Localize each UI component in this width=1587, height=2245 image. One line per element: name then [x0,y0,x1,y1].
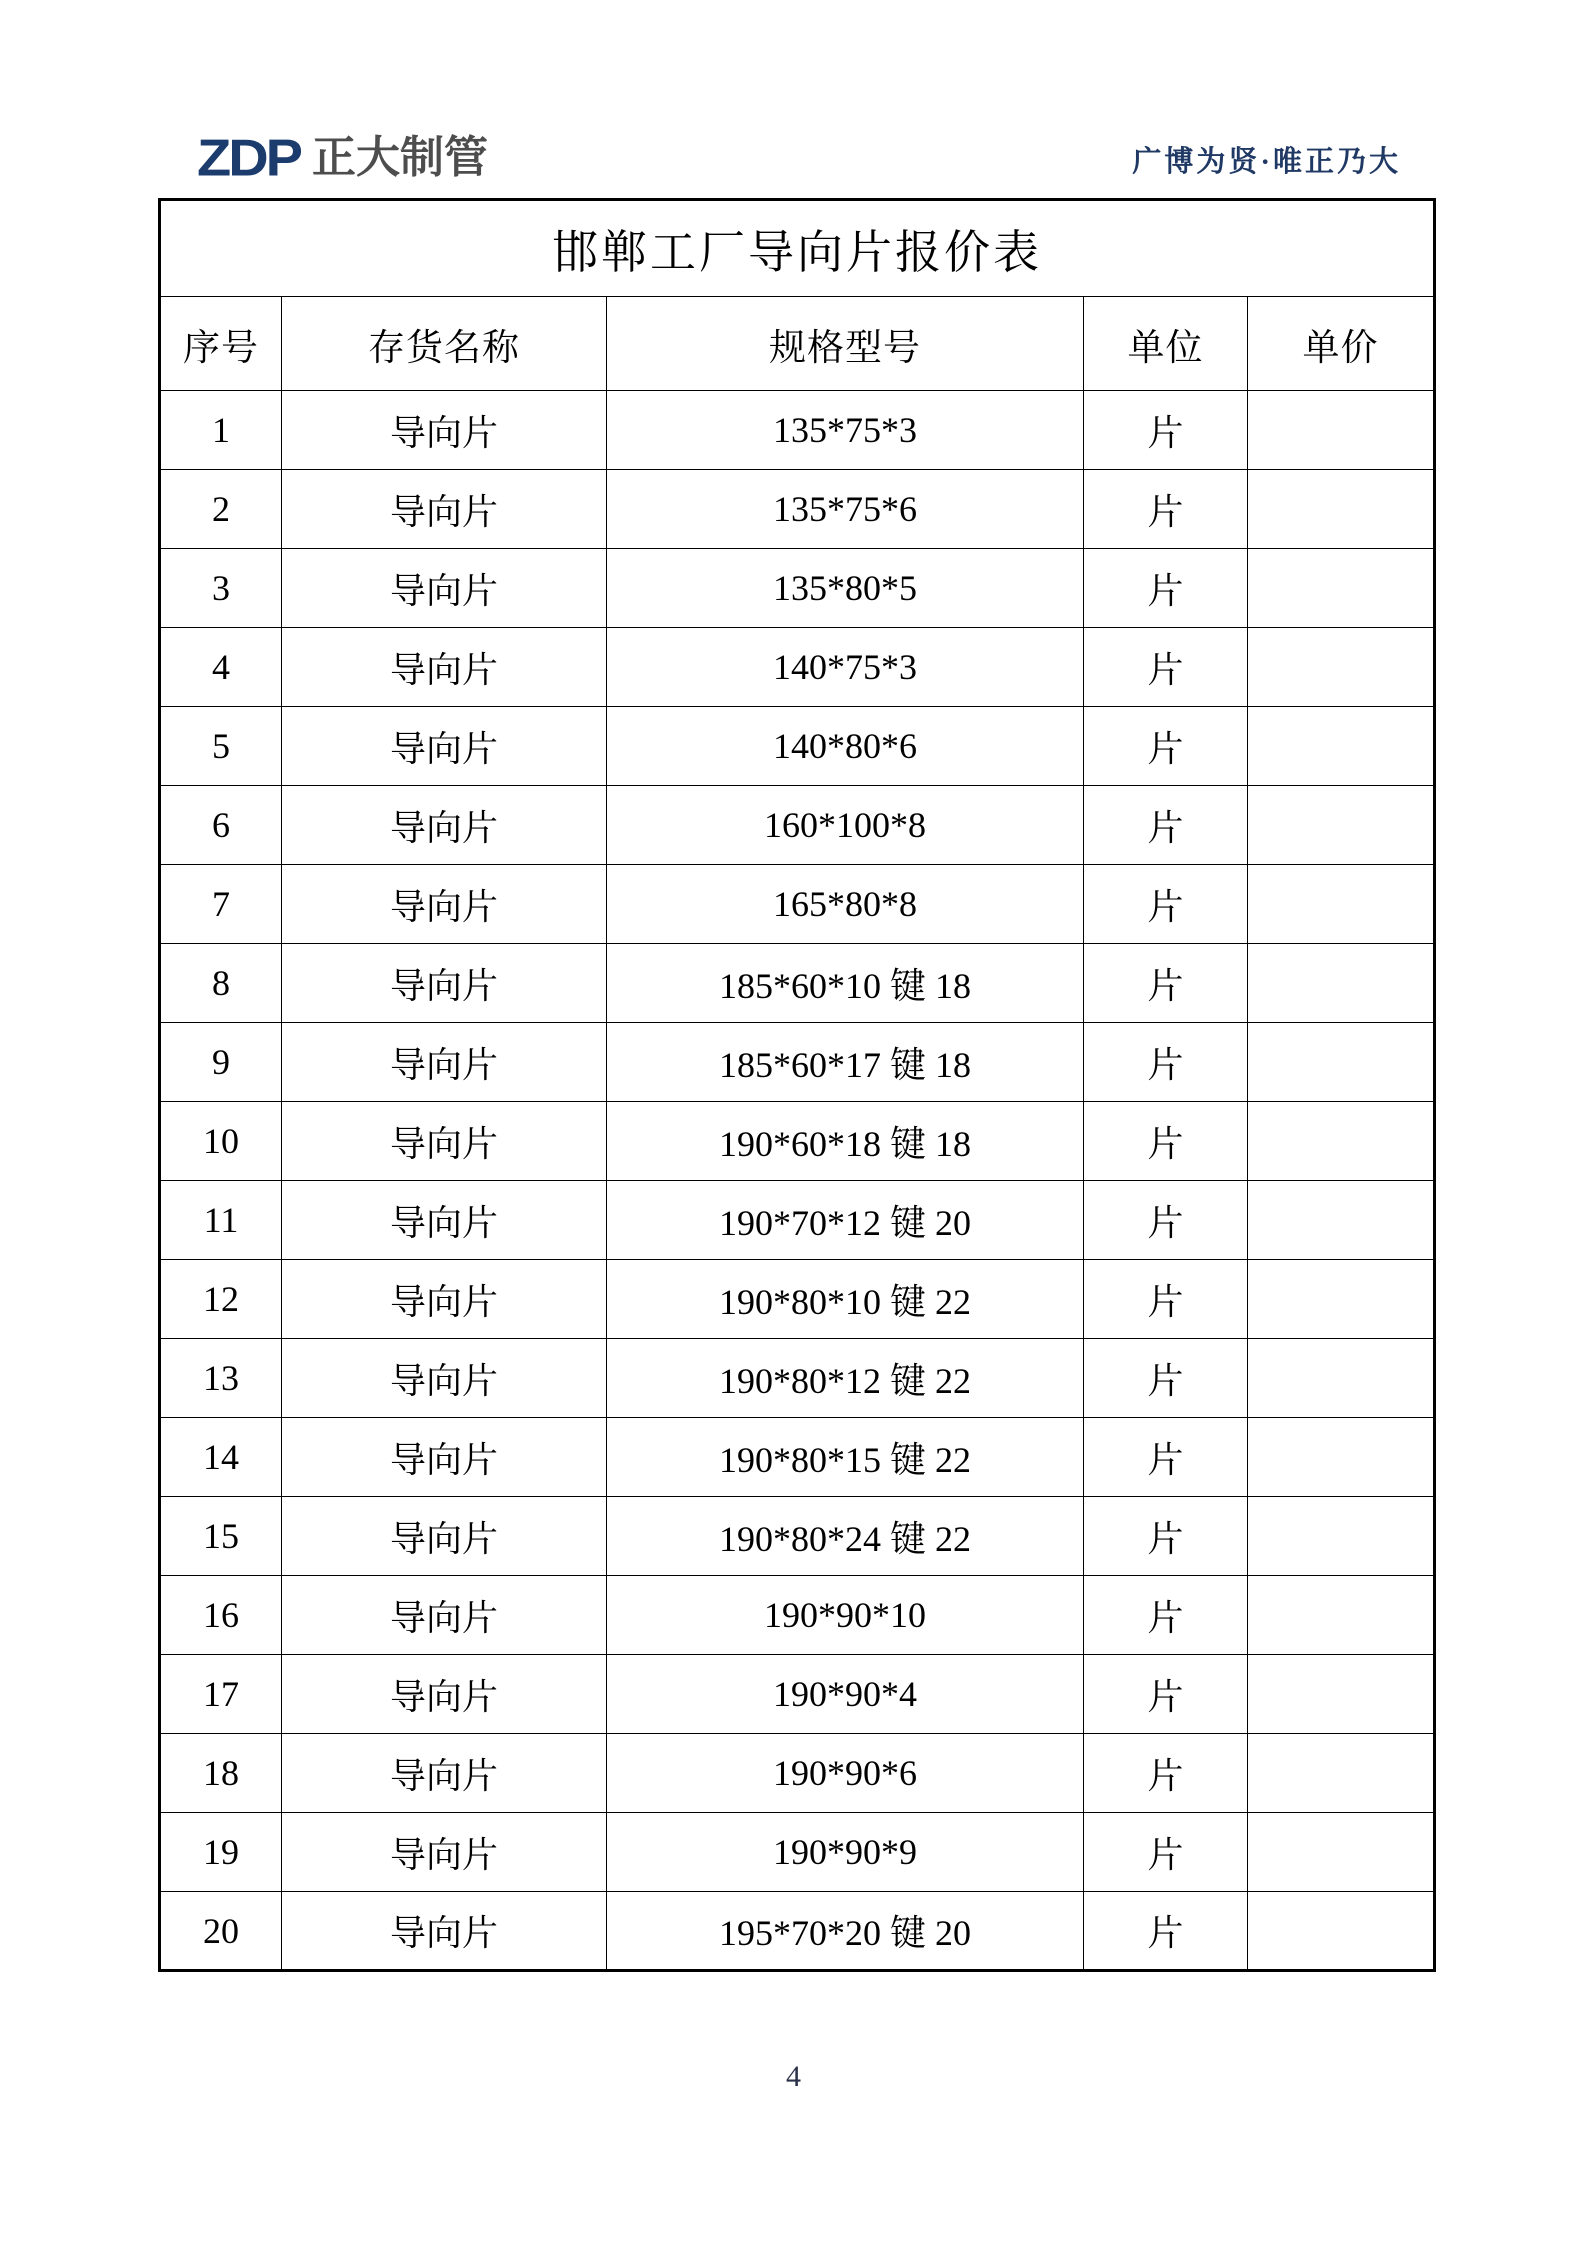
cell-spec-model: 160*100*8 [607,786,1084,865]
cell-unit: 片 [1084,470,1248,549]
table-row [160,786,1435,865]
table-row [160,1576,1435,1655]
cell-item-name: 导向片 [282,1813,607,1892]
cell-spec-model: 190*80*10 键 22 [607,1260,1084,1339]
cell-unit-price [1248,944,1435,1023]
cell-unit: 片 [1084,1497,1248,1576]
table-row [160,1497,1435,1576]
cell-unit: 片 [1084,786,1248,865]
cell-unit: 片 [1084,1181,1248,1260]
cell-serial: 9 [160,1023,282,1102]
cell-unit: 片 [1084,549,1248,628]
cell-serial: 3 [160,549,282,628]
cell-serial: 13 [160,1339,282,1418]
table-row [160,865,1435,944]
cell-serial: 4 [160,628,282,707]
cell-item-name: 导向片 [282,470,607,549]
cell-serial: 16 [160,1576,282,1655]
column-header-unit: 单位 [1084,297,1248,391]
cell-serial: 8 [160,944,282,1023]
cell-unit: 片 [1084,1023,1248,1102]
company-tagline: 广博为贤·唯正乃大 [1132,146,1401,178]
cell-spec-model: 135*80*5 [607,549,1084,628]
cell-unit-price [1248,1497,1435,1576]
table-row [160,1339,1435,1418]
cell-serial: 20 [160,1892,282,1971]
table-row [160,549,1435,628]
column-header-spec-model: 规格型号 [607,297,1084,391]
cell-unit-price [1248,1102,1435,1181]
company-logo [197,130,488,186]
cell-item-name: 导向片 [282,1734,607,1813]
cell-item-name: 导向片 [282,1260,607,1339]
table-row [160,628,1435,707]
table-row [160,1102,1435,1181]
cell-serial: 6 [160,786,282,865]
zdp-logo-icon: ZDP [197,128,300,187]
cell-unit-price [1248,1181,1435,1260]
cell-spec-model: 190*90*9 [607,1813,1084,1892]
cell-spec-model: 195*70*20 键 20 [607,1892,1084,1971]
table-row [160,707,1435,786]
column-header-unit-price: 单价 [1248,297,1435,391]
cell-unit-price [1248,1734,1435,1813]
table-row [160,1181,1435,1260]
cell-unit: 片 [1084,628,1248,707]
cell-item-name: 导向片 [282,1102,607,1181]
cell-spec-model: 190*90*6 [607,1734,1084,1813]
cell-unit: 片 [1084,1260,1248,1339]
cell-item-name: 导向片 [282,1892,607,1971]
cell-unit: 片 [1084,1576,1248,1655]
cell-serial: 12 [160,1260,282,1339]
cell-unit: 片 [1084,944,1248,1023]
cell-item-name: 导向片 [282,865,607,944]
company-name: 正大制管 [312,133,488,182]
cell-item-name: 导向片 [282,549,607,628]
page-number: 4 [786,2060,801,2093]
cell-spec-model: 190*80*24 键 22 [607,1497,1084,1576]
table-row [160,470,1435,549]
cell-spec-model: 190*90*10 [607,1576,1084,1655]
cell-item-name: 导向片 [282,1576,607,1655]
cell-serial: 18 [160,1734,282,1813]
cell-unit-price [1248,1892,1435,1971]
table-row [160,1023,1435,1102]
table-row [160,1418,1435,1497]
table-row [160,1655,1435,1734]
cell-spec-model: 140*75*3 [607,628,1084,707]
cell-item-name: 导向片 [282,628,607,707]
cell-unit-price [1248,1418,1435,1497]
table-title: 邯郸工厂导向片报价表 [160,200,1435,297]
cell-serial: 15 [160,1497,282,1576]
cell-spec-model: 185*60*17 键 18 [607,1023,1084,1102]
cell-unit: 片 [1084,1339,1248,1418]
cell-spec-model: 185*60*10 键 18 [607,944,1084,1023]
cell-unit-price [1248,470,1435,549]
cell-serial: 7 [160,865,282,944]
cell-item-name: 导向片 [282,1181,607,1260]
cell-spec-model: 135*75*3 [607,391,1084,470]
cell-spec-model: 140*80*6 [607,707,1084,786]
cell-item-name: 导向片 [282,1497,607,1576]
cell-item-name: 导向片 [282,707,607,786]
cell-unit-price [1248,1023,1435,1102]
cell-unit-price [1248,786,1435,865]
cell-unit-price [1248,707,1435,786]
cell-item-name: 导向片 [282,1418,607,1497]
cell-spec-model: 135*75*6 [607,470,1084,549]
cell-unit-price [1248,1339,1435,1418]
column-header-item-name: 存货名称 [282,297,607,391]
cell-unit: 片 [1084,865,1248,944]
cell-serial: 5 [160,707,282,786]
cell-unit-price [1248,628,1435,707]
cell-serial: 17 [160,1655,282,1734]
cell-item-name: 导向片 [282,1339,607,1418]
cell-unit: 片 [1084,1102,1248,1181]
cell-serial: 14 [160,1418,282,1497]
cell-item-name: 导向片 [282,391,607,470]
table-row [160,1260,1435,1339]
table-row [160,944,1435,1023]
cell-unit-price [1248,391,1435,470]
cell-serial: 1 [160,391,282,470]
cell-unit: 片 [1084,1734,1248,1813]
cell-spec-model: 190*80*12 键 22 [607,1339,1084,1418]
table-row [160,391,1435,470]
cell-spec-model: 190*90*4 [607,1655,1084,1734]
table-body [160,391,1435,1971]
cell-item-name: 导向片 [282,944,607,1023]
quotation-table [158,198,1436,1972]
table-row [160,1734,1435,1813]
cell-spec-model: 190*80*15 键 22 [607,1418,1084,1497]
table-row [160,1892,1435,1971]
cell-serial: 2 [160,470,282,549]
column-header-serial: 序号 [160,297,282,391]
cell-item-name: 导向片 [282,1655,607,1734]
cell-spec-model: 165*80*8 [607,865,1084,944]
cell-unit: 片 [1084,707,1248,786]
cell-unit: 片 [1084,391,1248,470]
cell-unit: 片 [1084,1813,1248,1892]
cell-unit: 片 [1084,1418,1248,1497]
cell-unit-price [1248,865,1435,944]
cell-serial: 11 [160,1181,282,1260]
cell-serial: 10 [160,1102,282,1181]
cell-unit-price [1248,1260,1435,1339]
cell-spec-model: 190*70*12 键 20 [607,1181,1084,1260]
table-header-row [160,297,1435,391]
cell-unit-price [1248,1576,1435,1655]
cell-unit: 片 [1084,1655,1248,1734]
cell-spec-model: 190*60*18 键 18 [607,1102,1084,1181]
cell-unit-price [1248,1655,1435,1734]
table-row [160,1813,1435,1892]
cell-unit-price [1248,549,1435,628]
cell-item-name: 导向片 [282,786,607,865]
cell-item-name: 导向片 [282,1023,607,1102]
cell-unit-price [1248,1813,1435,1892]
table-title-row [160,200,1435,297]
cell-serial: 19 [160,1813,282,1892]
cell-unit: 片 [1084,1892,1248,1971]
